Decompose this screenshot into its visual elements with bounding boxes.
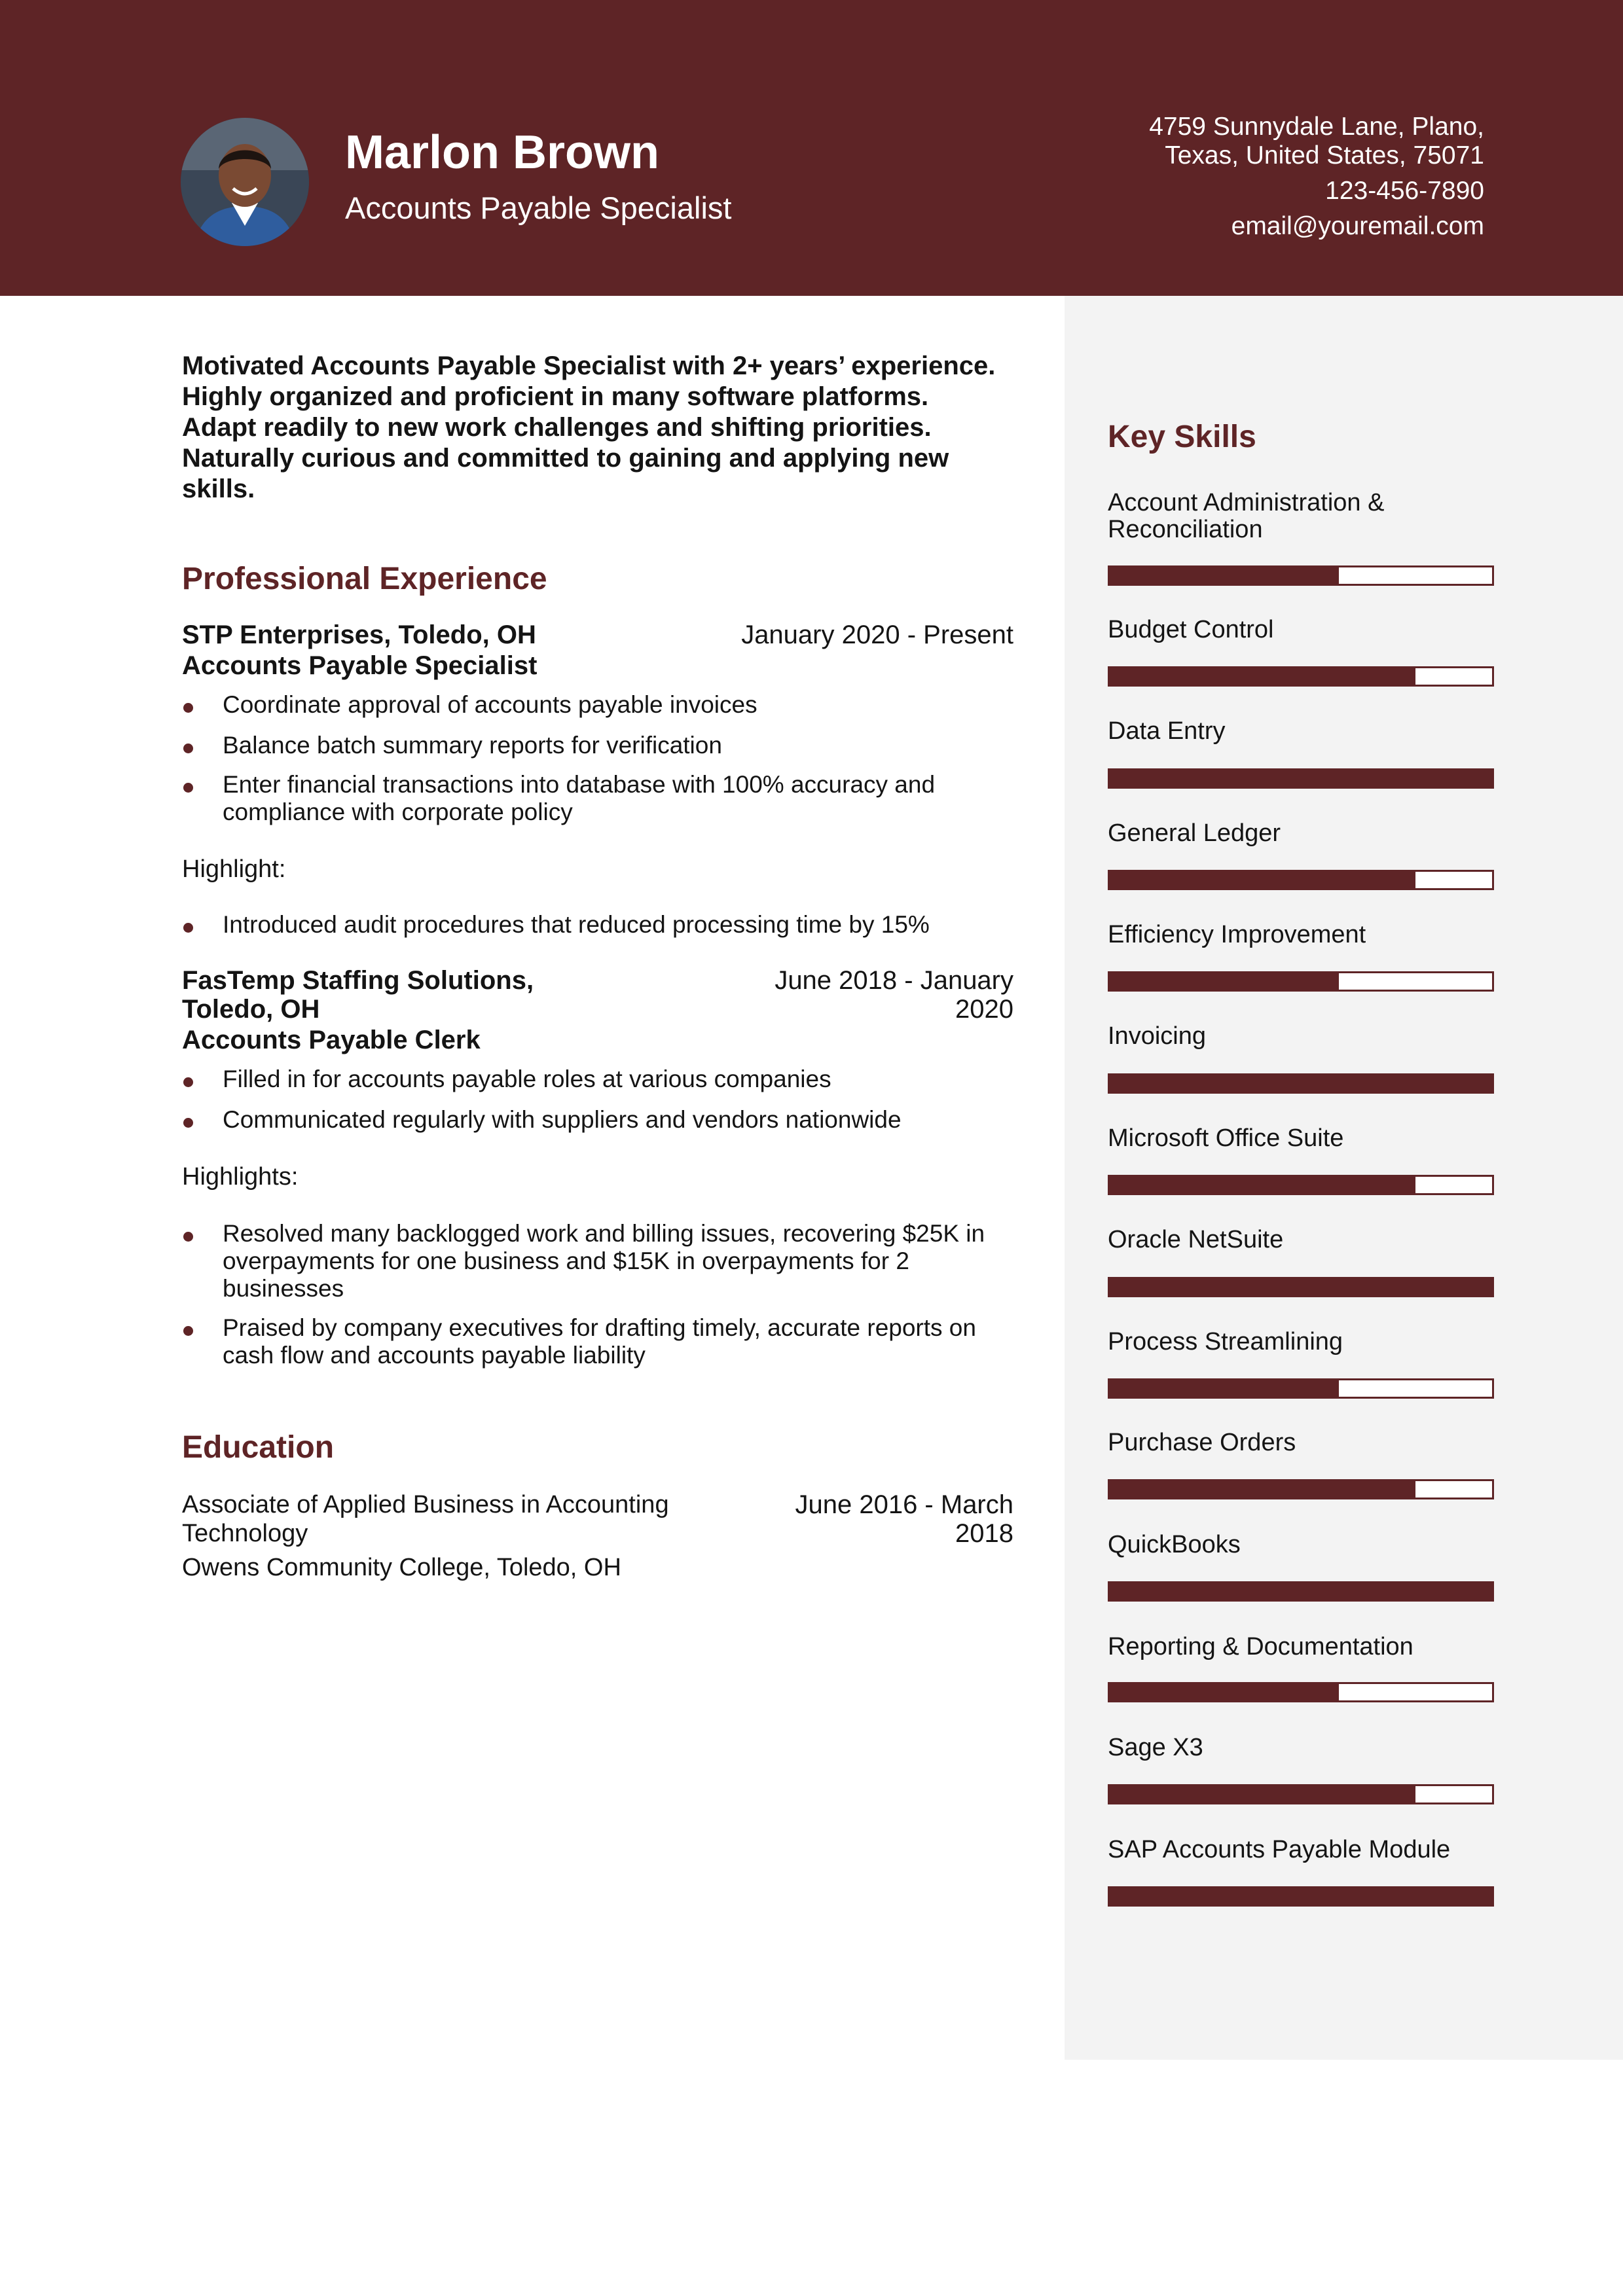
skill-level-fill <box>1110 567 1339 584</box>
job-dates-line: June 2018 - January <box>775 966 1013 995</box>
highlights-list <box>182 1220 1013 1369</box>
skill-level-fill <box>1110 1075 1492 1092</box>
skill-label: Reporting & Documentation <box>1108 1633 1413 1660</box>
skill-label: Efficiency Improvement <box>1108 921 1366 948</box>
degree-line: Associate of Applied Business in Accounting <box>182 1491 669 1518</box>
skill-label: Oracle NetSuite <box>1108 1226 1284 1253</box>
skill-level-bar <box>1108 1175 1494 1195</box>
skill-level-bar <box>1108 1886 1494 1907</box>
phone-number: 123-456-7890 <box>1325 177 1484 205</box>
job-company-line: FasTemp Staffing Solutions, <box>182 966 534 995</box>
list-item-text: Coordinate approval of accounts payable invoices <box>223 691 757 718</box>
skill-level-fill <box>1110 668 1415 685</box>
summary-line: Naturally curious and committed to gaining and applying new <box>182 444 949 473</box>
skill-level-fill <box>1110 872 1415 888</box>
summary-line: Motivated Accounts Payable Specialist with 2+ years’ experience. <box>182 351 996 380</box>
skill-label: Purchase Orders <box>1108 1429 1296 1456</box>
skill-label: General Ledger <box>1108 819 1281 847</box>
skill-label: SAP Accounts Payable Module <box>1108 1836 1451 1863</box>
list-item <box>182 1220 1013 1302</box>
job-role: Accounts Payable Specialist <box>182 651 538 680</box>
skill-level-bar <box>1108 1479 1494 1499</box>
list-item-text: Enter financial transactions into database with 100% accuracy and compliance with corporate policy <box>223 771 936 825</box>
education-dates-line: June 2016 - March <box>795 1490 1013 1519</box>
profile-photo-avatar <box>181 118 309 246</box>
list-item <box>182 691 1013 719</box>
skill-label: Account Administration & Reconciliation <box>1108 489 1385 543</box>
skill-level-fill <box>1110 1481 1415 1498</box>
list-item-text: Communicated regularly with suppliers and vendors nationwide <box>223 1106 902 1133</box>
skill-level-bar <box>1108 565 1494 586</box>
highlight-label: Highlight: <box>182 855 286 883</box>
list-item-text: Praised by company executives for drafting timely, accurate reports on cash flow and accounts payable liability <box>223 1314 976 1369</box>
job-dates: January 2020 - Present <box>741 620 1013 649</box>
education-dates-line: 2018 <box>955 1519 1013 1548</box>
skill-level-fill <box>1110 1888 1492 1905</box>
address-line-1: 4759 Sunnydale Lane, Plano, <box>1149 113 1484 141</box>
skill-label: QuickBooks <box>1108 1531 1241 1558</box>
skill-label: Budget Control <box>1108 616 1274 643</box>
skill-level-fill <box>1110 770 1492 787</box>
bullet-icon <box>183 923 193 933</box>
skill-level-bar <box>1108 1378 1494 1399</box>
skill-label: Invoicing <box>1108 1022 1206 1050</box>
list-item-text: Resolved many backlogged work and billing issues, recovering $25K in overpayments for one business and $15K in overpayments for 2 businesses <box>223 1220 985 1302</box>
skill-level-fill <box>1110 1177 1415 1193</box>
education-dates <box>795 1490 1013 1548</box>
skill-label: Process Streamlining <box>1108 1328 1343 1355</box>
skill-level-bar <box>1108 1581 1494 1602</box>
skills-heading: Key Skills <box>1108 420 1256 454</box>
skill-level-bar <box>1108 971 1494 992</box>
list-item <box>182 1066 1013 1093</box>
degree-line: Technology <box>182 1520 308 1547</box>
list-item-text: Filled in for accounts payable roles at various companies <box>223 1066 831 1092</box>
highlight-label: Highlights: <box>182 1163 299 1191</box>
list-item <box>182 911 1013 939</box>
list-item <box>182 1314 1013 1369</box>
skill-label: Microsoft Office Suite <box>1108 1124 1344 1152</box>
person-photo-icon <box>181 118 309 246</box>
skill-level-bar <box>1108 870 1494 890</box>
skill-level-bar <box>1108 1682 1494 1702</box>
job-role: Accounts Payable Clerk <box>182 1026 481 1054</box>
list-item <box>182 771 1013 826</box>
skill-level-bar <box>1108 1073 1494 1094</box>
summary-line: Highly organized and proficient in many software platforms. <box>182 382 929 411</box>
list-item-text: Balance batch summary reports for verification <box>223 732 722 759</box>
list-item <box>182 1106 1013 1134</box>
skill-level-bar <box>1108 666 1494 687</box>
candidate-title: Accounts Payable Specialist <box>345 190 732 225</box>
profile-summary <box>182 351 1013 505</box>
job-entry <box>182 620 1013 649</box>
bullet-icon <box>183 744 193 753</box>
email-address: email@youremail.com <box>1231 212 1484 240</box>
skill-level-fill <box>1110 1786 1415 1803</box>
job-entry <box>182 966 1013 1024</box>
highlights-list <box>182 911 1013 939</box>
list-item <box>182 732 1013 759</box>
job-company: STP Enterprises, Toledo, OH <box>182 620 536 649</box>
skill-label: Sage X3 <box>1108 1734 1203 1761</box>
candidate-name: Marlon Brown <box>345 126 659 179</box>
bullet-icon <box>183 783 193 793</box>
skill-label: Data Entry <box>1108 717 1226 745</box>
skill-level-bar <box>1108 768 1494 789</box>
skill-level-fill <box>1110 973 1339 990</box>
skill-level-bar <box>1108 1277 1494 1297</box>
summary-line: skills. <box>182 475 255 503</box>
main-column <box>182 351 1013 1582</box>
job-dates <box>775 966 1013 1024</box>
job-dates-line: 2020 <box>955 995 1013 1024</box>
bullet-icon <box>183 1232 193 1242</box>
bullet-icon <box>183 703 193 713</box>
skill-level-fill <box>1110 1583 1492 1600</box>
address-line-2: Texas, United States, 75071 <box>1165 141 1484 170</box>
contact-info <box>1026 113 1484 241</box>
header-banner <box>0 0 1623 296</box>
job-duties-list <box>182 691 1013 826</box>
bullet-icon <box>183 1077 193 1087</box>
list-item-text: Introduced audit procedures that reduced processing time by 15% <box>223 911 930 938</box>
bullet-icon <box>183 1118 193 1128</box>
skill-level-fill <box>1110 1279 1492 1295</box>
school-name: Owens Community College, Toledo, OH <box>182 1554 621 1581</box>
summary-line: Adapt readily to new work challenges and shifting priorities. <box>182 413 932 442</box>
experience-heading: Professional Experience <box>182 562 547 596</box>
education-heading: Education <box>182 1430 335 1465</box>
skill-level-bar <box>1108 1784 1494 1804</box>
skill-level-fill <box>1110 1380 1339 1397</box>
job-duties-list <box>182 1066 1013 1134</box>
bullet-icon <box>183 1326 193 1336</box>
education-entry <box>182 1490 1013 1548</box>
job-company-line: Toledo, OH <box>182 995 320 1024</box>
skill-level-fill <box>1110 1684 1339 1700</box>
